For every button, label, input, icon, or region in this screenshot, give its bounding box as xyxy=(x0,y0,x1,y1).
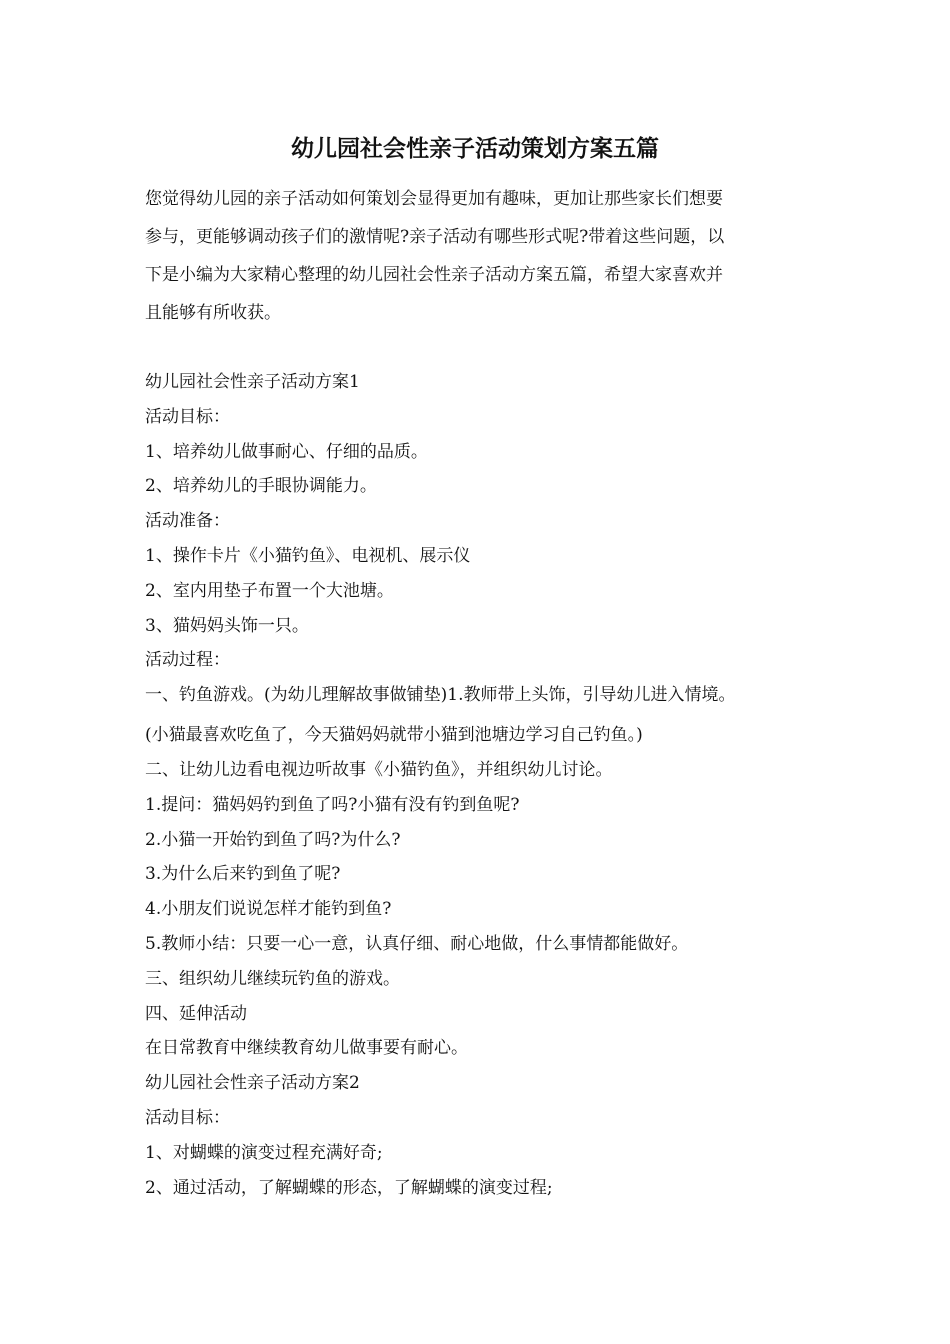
document-body xyxy=(145,365,810,1205)
body-line: 四、延伸活动 xyxy=(145,1003,247,1024)
section-label: 活动目标： xyxy=(145,406,230,427)
intro-line: 且能够有所收获。 xyxy=(145,303,281,323)
body-line: 3、猫妈妈头饰一只。 xyxy=(145,615,309,636)
body-line: 2、培养幼儿的手眼协调能力。 xyxy=(145,476,377,497)
section-label: 活动目标： xyxy=(145,1107,230,1128)
section-heading-plan-2: 幼儿园社会性亲子活动方案2 xyxy=(145,1073,360,1094)
body-line: 二、让幼儿边看电视边听故事《小猫钓鱼》，并组织幼儿讨论。 xyxy=(145,759,613,780)
section-heading-plan-1: 幼儿园社会性亲子活动方案1 xyxy=(145,372,360,392)
body-line: 2、室内用垫子布置一个大池塘。 xyxy=(145,580,394,601)
body-line: (小猫最喜欢吃鱼了，今天猫妈妈就带小猫到池塘边学习自己钓鱼。) xyxy=(145,725,643,746)
body-line: 1、培养幼儿做事耐心、仔细的品质。 xyxy=(145,441,428,462)
body-line: 5.教师小结：只要一心一意，认真仔细、耐心地做，什么事情都能做好。 xyxy=(145,933,689,954)
body-line: 2、通过活动，了解蝴蝶的形态，了解蝴蝶的演变过程; xyxy=(145,1177,553,1198)
section-label: 活动准备： xyxy=(145,511,230,532)
body-line: 4.小朋友们说说怎样才能钓到鱼? xyxy=(145,899,392,920)
body-line: 一、钓鱼游戏。(为幼儿理解故事做铺垫)1.教师带上头饰，引导幼儿进入情境。 xyxy=(145,685,736,706)
body-line: 2.小猫一开始钓到鱼了吗?为什么? xyxy=(145,829,401,850)
body-line: 3.为什么后来钓到鱼了呢? xyxy=(145,864,341,885)
body-line: 在日常教育中继续教育幼儿做事要有耐心。 xyxy=(145,1038,468,1059)
body-line: 1.提问：猫妈妈钓到鱼了吗?小猫有没有钓到鱼呢? xyxy=(145,794,520,815)
intro-line: 您觉得幼儿园的亲子活动如何策划会显得更加有趣味，更加让那些家长们想要 xyxy=(145,189,723,209)
section-label: 活动过程： xyxy=(145,650,230,671)
document-title: 幼儿园社会性亲子活动策划方案五篇 xyxy=(291,135,659,162)
body-line: 1、对蝴蝶的演变过程充满好奇; xyxy=(145,1142,383,1163)
intro-line: 参与，更能够调动孩子们的激情呢?亲子活动有哪些形式呢?带着这些问题，以 xyxy=(145,227,725,247)
body-line: 三、组织幼儿继续玩钓鱼的游戏。 xyxy=(145,968,400,989)
intro-line: 下是小编为大家精心整理的幼儿园社会性亲子活动方案五篇，希望大家喜欢并 xyxy=(145,265,723,285)
body-line: 1、操作卡片《小猫钓鱼》、电视机、展示仪 xyxy=(145,545,471,566)
intro-paragraph xyxy=(145,180,807,332)
